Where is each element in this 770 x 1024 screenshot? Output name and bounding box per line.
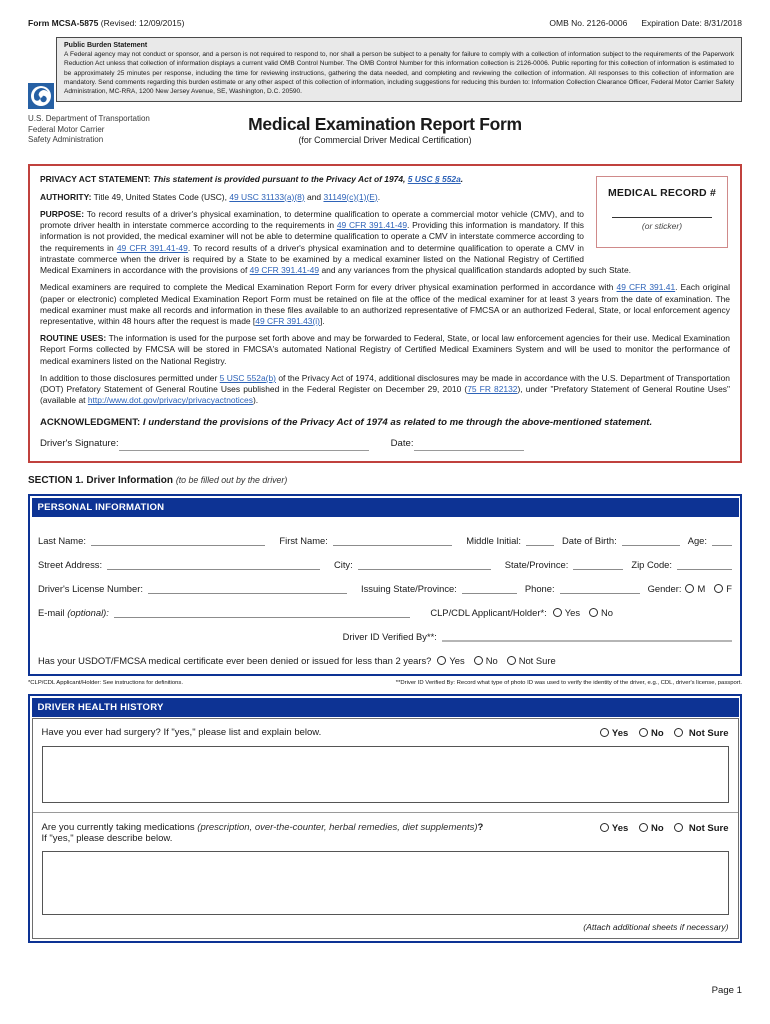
denied-notsure-option: Not Sure (507, 655, 556, 666)
clp-no-radio[interactable] (589, 608, 598, 617)
surgery-no-option: No (639, 728, 664, 739)
surgery-notsure-radio[interactable] (674, 728, 683, 737)
title-block (28, 114, 742, 154)
id-verified-row (38, 631, 732, 642)
zip-code-field[interactable] (677, 559, 732, 570)
section1-heading: SECTION 1. Driver Information (to be filled out by the driver) (28, 475, 288, 487)
dob-label: Date of Birth: (561, 535, 617, 547)
surgery-no-radio[interactable] (639, 728, 648, 737)
gender-female-radio[interactable] (714, 584, 723, 593)
agency-line1: U.S. Department of Transportation (28, 114, 150, 124)
link-49cfr391-41-49-a[interactable]: 49 CFR 391.41-49 (336, 220, 408, 231)
form-subtitle: (for Commercial Driver Medical Certification) (298, 135, 472, 146)
page-header (28, 18, 742, 28)
drivers-signature-label: Driver's Signature: (40, 438, 119, 450)
medications-question-row (42, 822, 729, 844)
medical-record-box (596, 176, 728, 248)
link-75fr82132[interactable]: 75 FR 82132 (467, 384, 518, 395)
denied-yes-option: Yes (437, 655, 464, 666)
form-title-block (28, 114, 742, 145)
routine-uses-label: ROUTINE USES: (40, 333, 107, 344)
medications-question-line2: If "yes," please describe below. (41, 833, 173, 845)
burden-section (28, 37, 742, 102)
link-49cfr391-41-49-c[interactable]: 49 CFR 391.41-49 (249, 265, 320, 276)
purpose-paragraph: PURPOSE: To record results of a driver's physical examination, to determine qualification to operate a commercial motor vehicle (CMV), and to promote driver health in interstate commerce according to the requirements in 49 CFR 391.41-49. Providing this information is mandatory. If this information is not provided, the medical examiner will not be able to determine qualification to operate a CMV in interstate commerce according to the requirements in 49 CFR 391.41-49. To record results of a driver's physical examination and to determine qualification to operate a CMV in intrastate commerce when the driver is required by a State to be examined by a medical examiner listed on the National Registry of Certified Medical Examiners in accordance with the provisions of 49 CFR 391.41-49 and any variances from the physical qualification standards adopted by such State. (40, 208, 631, 276)
driver-health-history-section (28, 694, 742, 943)
issuing-state-field[interactable] (462, 583, 517, 594)
denied-question-label: Has your USDOT/FMCSA medical certificate ever been denied or issued for less than 2 years? (38, 655, 432, 667)
surgery-question: Have you ever had surgery? If "yes," please list and explain below. (41, 727, 322, 739)
medical-record-hint: (or sticker) (641, 221, 683, 232)
address-row (38, 559, 732, 570)
link-5usc552ab[interactable]: 5 USC 552a(b) (219, 372, 276, 383)
link-49usc31133[interactable]: 49 USC 31133(a)(8) (229, 191, 305, 202)
acknowledgment-label: ACKNOWLEDGMENT: (40, 416, 141, 428)
dob-field[interactable] (622, 535, 680, 546)
state-province-field[interactable] (573, 559, 623, 570)
middle-initial-field[interactable] (526, 535, 554, 546)
driver-health-history-bar: DRIVER HEALTH HISTORY (32, 698, 739, 717)
dl-number-field[interactable] (148, 583, 347, 594)
email-clp-row (38, 607, 732, 618)
personal-information-body (30, 518, 740, 674)
medications-no-radio[interactable] (639, 823, 648, 832)
gender-male-option: M (685, 583, 705, 594)
surgery-explanation-box[interactable] (42, 746, 729, 803)
disclosures-paragraph: In addition to those disclosures permitted under 5 USC 552a(b) of the Privacy Act of 1974, additional disclosures may be made in accordance with the U.S. Department of Transportation (DOT) Prefatory Statement of General Routine Uses published in the Federal Register on December 29, 2010 (75 FR 82132), under "Prefatory Statement of General Routine Uses" (available at http://www.dot.gov/privacy/privacyactnotices). (40, 372, 730, 406)
age-field[interactable] (712, 535, 732, 546)
form-number-line (28, 18, 184, 28)
omb-line (535, 18, 742, 28)
phone-field[interactable] (560, 583, 640, 594)
first-name-label: First Name: (279, 535, 328, 547)
purpose-label: PURPOSE: (40, 208, 85, 219)
medications-no-option: No (639, 823, 664, 834)
first-name-field[interactable] (333, 535, 452, 546)
clp-yes-option: Yes (553, 607, 580, 618)
privacy-statement-paragraph: PRIVACY ACT STATEMENT: This statement is provided pursuant to the Privacy Act of 1974, 5 USC § 552a. (40, 174, 464, 185)
issuing-state-label: Issuing State/Province: (360, 583, 457, 595)
footnote-clp: *CLP/CDL Applicant/Holder: See instructions for definitions. (28, 680, 183, 687)
gender-male-radio[interactable] (685, 584, 694, 593)
gender-female-option: F (714, 583, 732, 594)
medications-yes-radio[interactable] (600, 823, 609, 832)
signature-row (40, 438, 730, 451)
burden-text: A Federal agency may not conduct or sponsor, and a person is not required to respond to, nor shall a person be subject to a penalty for failure to comply with a collection of information subject to the requirements of the Paperwork Reduction Act unless that collection of information displays a current valid OMB Control Number. The OMB Control Number for this information collection is 2126-0006. Public reporting for this collection of information is estimated to be approximately 25 minutes per response, including the time for reviewing instructions, gathering the data needed, and completing and reviewing the collection of information. All responses to this collection of information are mandatory. Send comments regarding this burden estimate or any other aspect of this collection of information, including suggestions for reducing this burden to: Information Collection Clearance Officer, Federal Motor Carrier Safety Administration, MC-RRA, 1200 New Jersey Avenue, SE, Washington, D.C. 20590. (64, 51, 734, 96)
denied-no-radio[interactable] (474, 656, 483, 665)
clp-no-option: No (589, 607, 613, 618)
clp-yes-radio[interactable] (553, 608, 562, 617)
name-row (38, 535, 732, 546)
city-field[interactable] (358, 559, 491, 570)
footnotes (28, 680, 742, 686)
last-name-field[interactable] (91, 535, 265, 546)
last-name-label: Last Name: (38, 535, 86, 547)
authority-paragraph: AUTHORITY: Title 49, United States Code (USC), 49 USC 31133(a)(8) and 31149(c)(1)(E). (40, 191, 381, 202)
public-burden-box (56, 37, 742, 102)
denied-question-row (38, 655, 732, 666)
footnote-id-verified: **Driver ID Verified By: Record what type of photo ID was used to verify the identity of the driver, e.g., CDL, driver's license, passport. (395, 680, 742, 687)
privacy-label: PRIVACY ACT STATEMENT: (40, 174, 151, 185)
middle-initial-label: Middle Initial: (466, 535, 521, 547)
medical-record-title: MEDICAL RECORD # (607, 187, 716, 200)
attach-note: (Attach additional sheets if necessary) (583, 922, 729, 933)
dot-logo-icon (28, 83, 54, 109)
denied-yes-radio[interactable] (437, 656, 446, 665)
agency-line2: Federal Motor Carrier (28, 124, 105, 134)
acknowledgment: ACKNOWLEDGMENT: I understand the provisions of the Privacy Act of 1974 as related to me through the above-mentioned statement. (40, 416, 653, 428)
email-optional-label: (optional): (67, 607, 109, 619)
signature-date-field[interactable] (414, 439, 524, 451)
surgery-notsure-option: Not Sure (674, 728, 728, 739)
link-31149[interactable]: 31149(c)(1)(E) (323, 191, 378, 202)
health-history-body (32, 718, 739, 939)
state-province-label: State/Province: (504, 559, 569, 571)
email-field[interactable] (114, 607, 410, 618)
form-title: Medical Examination Report Form (248, 114, 522, 135)
routine-uses-paragraph: ROUTINE USES: The information is used for the purpose set forth above and may be forwarded to Federal, State, or local law enforcement agencies for their use. Medical Examination Report Forms collected by FMCSA will be stored in FMCSA's automated National Registry of Certified Medical Examiners System and will be used to monitor the performance of medical examiners listed on the National Registry. (40, 333, 730, 366)
omb-number: OMB No. 2126-0006 (549, 18, 628, 28)
gender-label: Gender: (647, 583, 682, 595)
id-verified-field[interactable] (442, 631, 732, 642)
link-5usc552a[interactable]: 5 USC § 552a (407, 174, 461, 185)
surgery-yes-option: Yes (600, 728, 628, 739)
personal-information-section (28, 494, 742, 676)
denied-notsure-radio[interactable] (507, 656, 516, 665)
email-label: E-mail (38, 607, 65, 619)
question-divider (33, 812, 738, 813)
date-label: Date: (390, 438, 414, 450)
city-label: City: (333, 559, 353, 571)
street-address-field[interactable] (107, 559, 320, 570)
medical-record-line[interactable] (612, 217, 712, 218)
drivers-signature-field[interactable] (119, 439, 369, 451)
dl-number-label: Driver's License Number: (38, 583, 143, 595)
clp-cdl-label: CLP/CDL Applicant/Holder*: (430, 607, 547, 619)
examiner-requirements-paragraph: Medical examiners are required to complete the Medical Examination Report Form for every driver physical examination performed in accordance with 49 CFR 391.41. Each original (paper or electronic) completed Medical Examination Report Form must be retained on file at the office of the medical examiner for at least 3 years from the date of examination. The medical examiner must make all records and information in these files available to an authorized representative of FMCSA or an authorized Federal, State, or local enforcement agency representative, within 48 hours after the request is made [49 CFR 391.43(i)]. (40, 282, 731, 326)
burden-title: Public Burden Statement (64, 42, 148, 49)
denied-no-option: No (474, 655, 498, 666)
expiration-date: Expiration Date: 8/31/2018 (641, 18, 742, 28)
link-dot-privacy-url[interactable]: http://www.dot.gov/privacy/privacyactnotices (87, 395, 253, 406)
medications-explanation-box[interactable] (42, 851, 729, 915)
surgery-question-row (42, 727, 729, 739)
phone-label: Phone: (524, 583, 555, 595)
medications-question: Are you currently taking medications (prescription, over-the-counter, herbal remedies, diet supplements)? If "yes," please describe below. (41, 822, 484, 845)
medications-notsure-option: Not Sure (674, 823, 728, 834)
page-number: Page 1 (711, 984, 742, 996)
surgery-radios (600, 727, 729, 739)
agency-line3: Safety Administration (28, 135, 104, 145)
age-label: Age: (687, 535, 707, 547)
zip-code-label: Zip Code: (631, 559, 672, 571)
medications-notsure-radio[interactable] (674, 823, 683, 832)
link-49cfr391-41-49-b[interactable]: 49 CFR 391.41-49 (116, 242, 188, 253)
authority-label: AUTHORITY: (40, 191, 92, 202)
link-49cfr391-41[interactable]: 49 CFR 391.41 (616, 282, 676, 293)
link-49cfr391-43i[interactable]: 49 CFR 391.43(i) (255, 315, 320, 326)
personal-information-bar: PERSONAL INFORMATION (32, 498, 739, 517)
form-revised: (Revised: 12/09/2015) (100, 18, 185, 28)
street-address-label: Street Address: (38, 559, 103, 571)
medications-radios (600, 822, 729, 834)
privacy-act-box (28, 164, 742, 463)
medications-yes-option: Yes (600, 823, 628, 834)
surgery-yes-radio[interactable] (600, 728, 609, 737)
license-row (38, 583, 732, 594)
id-verified-label: Driver ID Verified By**: (342, 631, 437, 643)
form-number: Form MCSA-5875 (28, 18, 99, 28)
